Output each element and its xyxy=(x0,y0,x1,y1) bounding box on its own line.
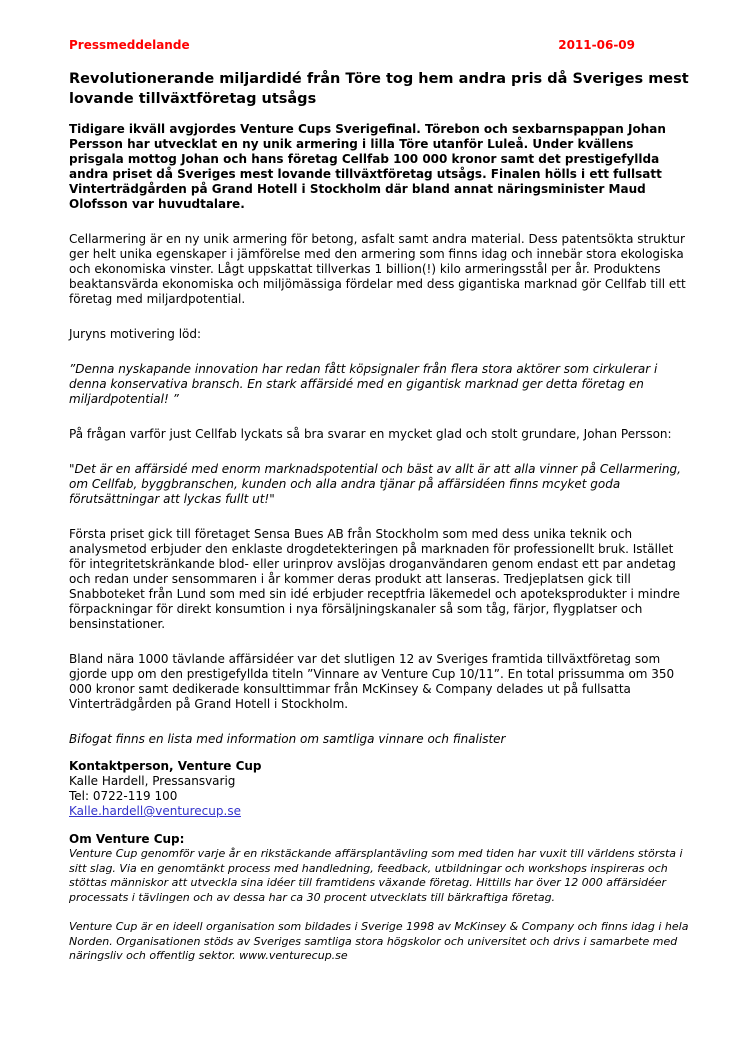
about-paragraph-1: Venture Cup genomför varje år en rikstäckande affärsplantävling som med tiden har vuxit till världens största i sitt slag. Via en genomtänkt process med handledning, feedback, utbildningar och workshops inspireras och stöttas människor att utveckla sina idéer till framtidens växande företag. Hittills har över 12 000 affärsidéer processats i tävlingen och av dessa har ca 30 procent utvecklats till bärkraftiga företag. xyxy=(69,847,683,904)
paragraph-jury-intro: Juryns motivering löd: xyxy=(69,327,202,341)
contact-heading: Kontaktperson, Venture Cup xyxy=(69,759,262,773)
doc-type-label: Pressmeddelande xyxy=(69,38,190,52)
contact-email-line xyxy=(69,804,690,819)
contact-email-link[interactable]: Kalle.hardell@venturecup.se xyxy=(69,804,241,818)
about-heading: Om Venture Cup: xyxy=(69,832,185,846)
lead-paragraph: Tidigare ikväll avgjordes Venture Cups Sverigefinal. Törebon och sexbarnspappan Johan Persson har utvecklat en ny unik armering i lilla Töre utanför Luleå. Under kvällens prisgala mottog Johan och hans företag Cellfab 100 000 kronor samt det prestigefyllda andra priset då Sveriges mest lovande tillväxtföretag utsågs. Finalen hölls i ett fullsatt Vinterträdgården på Grand Hotell i Stockholm där bland annat näringsminister Maud Olofsson var huvudtalare. xyxy=(69,122,666,211)
contact-phone: Tel: 0722-119 100 xyxy=(69,789,178,803)
contact-section xyxy=(69,759,690,819)
paragraph-cellarmering: Cellarmering är en ny unik armering för betong, asfalt samt andra material. Dess patentsökta struktur ger helt unika egenskaper i jämförelse med den armering som finns idag och innebär stora ekologiska och ekonomiska vinster. Lågt uppskattat tillverkas 1 billion(!) kilo armeringsstål per år. Produktens beaktansvärda ekonomiska och miljömässiga fördelar med dess gigantiska marknad gör Cellfab till ett företag med miljardpotential. xyxy=(69,232,686,306)
jury-quote: ”Denna nyskapande innovation har redan fått köpsignaler från flera stora aktörer som cirkulerar i denna konservativa bransch. En stark affärsidé med en gigantisk marknad ger detta företag en miljardpotential! ” xyxy=(69,362,658,406)
about-paragraph-2: Venture Cup är en ideell organisation som bildades i Sverige 1998 av McKinsey & Company och finns idag i hela Norden. Organisationen stöds av Sveriges samtliga stora högskolor och universitet och drivs i samarbete med näringsliv och offentlig sektor. www.venturecup.se xyxy=(69,920,689,962)
contact-name: Kalle Hardell, Pressansvarig xyxy=(69,774,236,788)
about-section xyxy=(69,832,690,964)
headline: Revolutionerande miljardidé från Töre tog hem andra pris då Sveriges mest lovande tillväxtföretag utsågs xyxy=(69,71,689,107)
doc-header xyxy=(69,38,690,52)
paragraph-competition: Bland nära 1000 tävlande affärsidéer var det slutligen 12 av Sveriges framtida tillväxtföretag som gjorde upp om den prestigefyllda titeln ”Vinnare av Venture Cup 10/11”. En total prissumma om 350 000 kronor samt dedikerade konsulttimmar från McKinsey & Company delades ut på fullsatta Vinterträdgården på Grand Hotell i Stockholm. xyxy=(69,652,675,711)
paragraph-prizes: Första priset gick till företaget Sensa Bues AB från Stockholm som med dess unika teknik och analysmetod erbjuder den enklaste drogdetekteringen på marknaden för professionellt bruk. Istället för integritetskränkande blod- eller urinprov avslöjas droganvändaren genom endast ett par andetag och redan under sensommaren i år kommer deras produkt att lanseras. Tredjeplatsen gick till Snabboteket från Lund som med sin idé erbjuder receptfria läkemedel och apoteksprodukter i mindre förpackningar för direkt konsumtion i nya försäljningskanaler så som tåg, färjor, flygplatser och bensinstationer. xyxy=(69,527,680,631)
founder-quote: "Det är en affärsidé med enorm marknadspotential och bäst av allt är att alla vinner på Cellarmering, om Cellfab, byggbranschen, kunden och alla andra tjänar på affärsidéen finns mcyket goda förutsättningar att lyckas fullt ut!" xyxy=(69,462,681,506)
attachment-note: Bifogat finns en lista med information om samtliga vinnare och finalister xyxy=(69,732,506,746)
paragraph-founder-intro: På frågan varför just Cellfab lyckats så bra svarar en mycket glad och stolt grundare, Johan Persson: xyxy=(69,427,672,441)
doc-date: 2011-06-09 xyxy=(558,38,635,52)
